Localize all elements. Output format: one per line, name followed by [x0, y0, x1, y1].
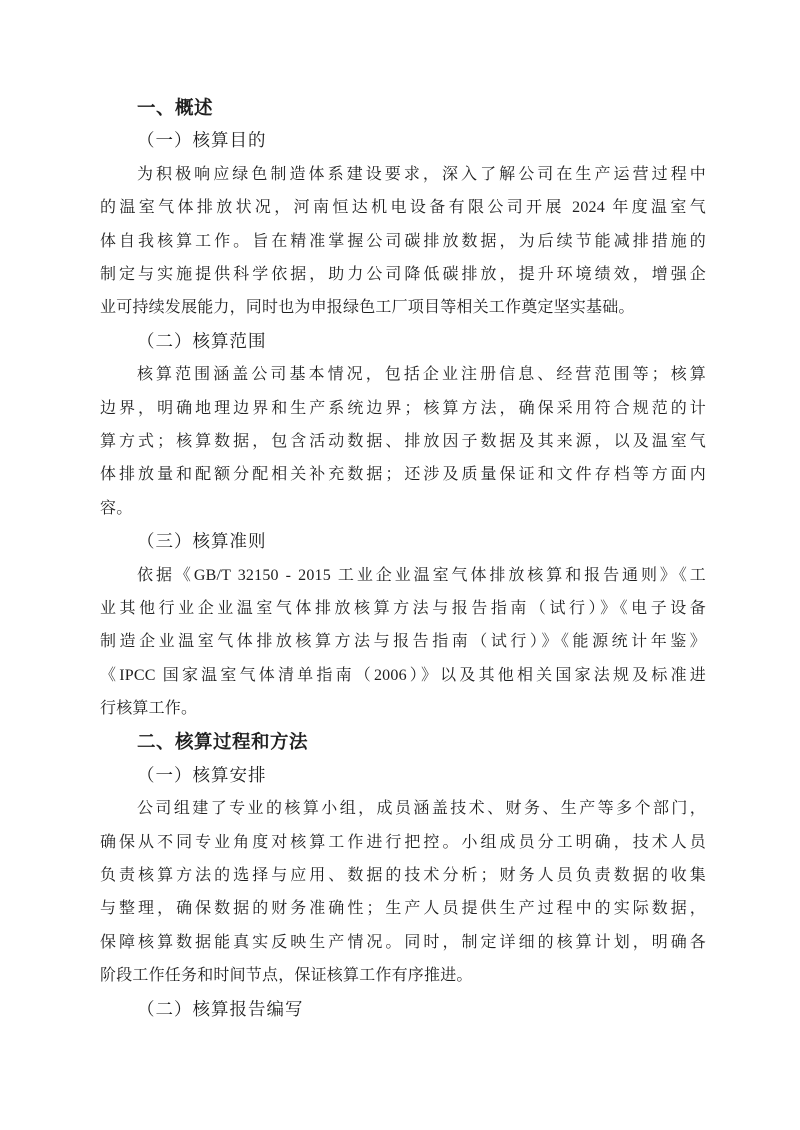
paragraph-line: 与整理，确保数据的财务准确性；生产人员提供生产过程中的实际数据，	[100, 900, 706, 918]
paragraph-line: 依据《GB/T 32150 - 2015 工业企业温室气体排放核算和报告通则》《工	[137, 566, 706, 584]
paragraph-line: 业可持续发展能力，同时也为申报绿色工厂项目等相关工作奠定坚实基础。	[100, 299, 635, 317]
paragraph-line: 负责核算方法的选择与应用、数据的技术分析；财务人员负责数据的收集	[100, 867, 706, 885]
paragraph-accounting-purpose	[100, 158, 706, 325]
subheading-report-writing: （二）核算报告编写	[137, 998, 304, 1019]
paragraph-line: 保障核算数据能真实反映生产情况。同时，制定详细的核算计划，明确各	[100, 933, 706, 951]
paragraph-line: 容。	[100, 499, 133, 517]
paragraph-accounting-arrangement	[100, 792, 706, 992]
section-heading-process-method: 二、核算过程和方法	[137, 731, 309, 753]
paragraph-line: 边界，明确地理边界和生产系统边界；核算方法，确保采用符合规范的计	[100, 399, 706, 417]
subheading-accounting-purpose: （一）核算目的	[137, 130, 267, 151]
paragraph-line: 体排放量和配额分配相关补充数据；还涉及质量保证和文件存档等方面内	[100, 466, 706, 484]
paragraph-line: 核算范围涵盖公司基本情况，包括企业注册信息、经营范围等；核算	[137, 366, 706, 384]
paragraph-line: 体自我核算工作。旨在精准掌握公司碳排放数据，为后续节能减排措施的	[100, 232, 706, 250]
paragraph-line: 阶段工作任务和时间节点，保证核算工作有序推进。	[100, 967, 473, 985]
paragraph-line: 制造企业温室气体排放核算方法与报告指南（试行）》《能源统计年鉴》	[100, 633, 706, 651]
document-body	[100, 91, 706, 1026]
paragraph-line: 制定与实施提供科学依据，助力公司降低碳排放，提升环境绩效，增强企	[100, 265, 706, 283]
paragraph-accounting-standards	[100, 559, 706, 726]
paragraph-line: 业其他行业企业温室气体排放核算方法与报告指南（试行）》《电子设备	[100, 599, 706, 617]
paragraph-line: 算方式；核算数据，包含活动数据、排放因子数据及其来源，以及温室气	[100, 432, 706, 450]
paragraph-line: 确保从不同专业角度对核算工作进行把控。小组成员分工明确，技术人员	[100, 833, 706, 851]
paragraph-line: 的温室气体排放状况，河南恒达机电设备有限公司开展 2024 年度温室气	[100, 199, 706, 217]
paragraph-line: 公司组建了专业的核算小组，成员涵盖技术、财务、生产等多个部门，	[137, 800, 706, 818]
paragraph-line: 《IPCC 国家温室气体清单指南（2006）》以及其他相关国家法规及标准进	[100, 666, 706, 684]
paragraph-accounting-scope	[100, 358, 706, 525]
subheading-accounting-scope: （二）核算范围	[137, 330, 267, 351]
subheading-accounting-arrangement: （一）核算安排	[137, 764, 267, 785]
paragraph-line: 行核算工作。	[100, 700, 198, 718]
subheading-accounting-standards: （三）核算准则	[137, 531, 267, 552]
section-heading-overview: 一、概述	[137, 97, 214, 118]
paragraph-line: 为积极响应绿色制造体系建设要求，深入了解公司在生产运营过程中	[137, 165, 706, 183]
